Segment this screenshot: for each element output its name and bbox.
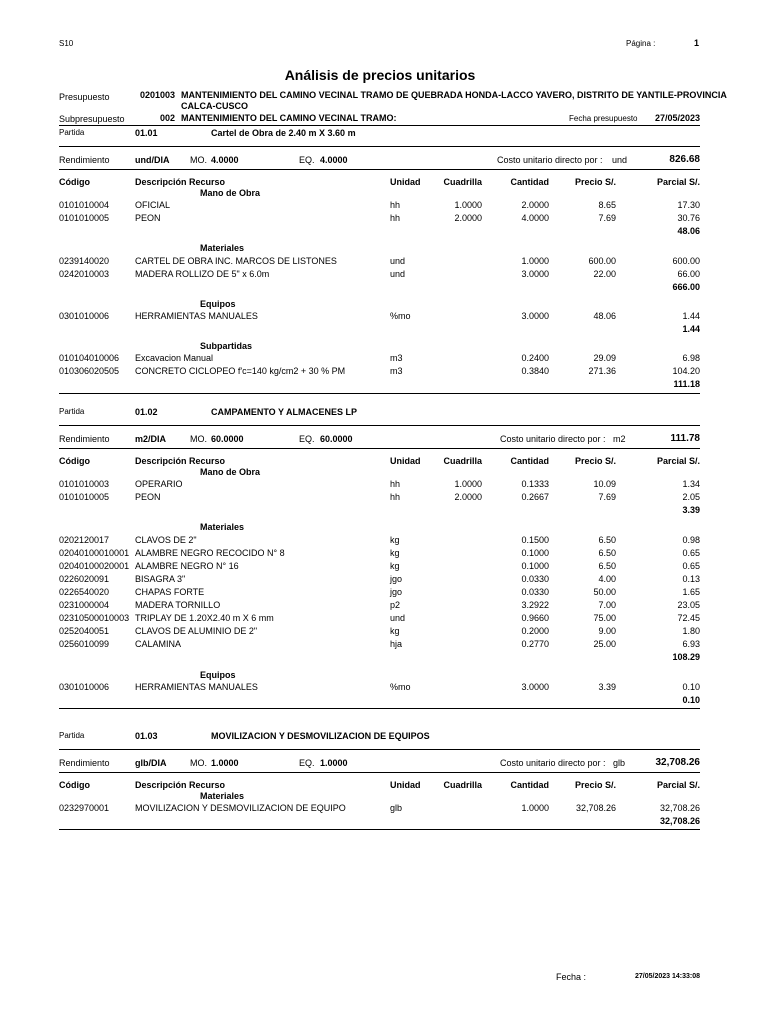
row-cantidad: 3.2922 bbox=[521, 600, 549, 610]
partida-name: MOVILIZACION Y DESMOVILIZACION DE EQUIPOS bbox=[211, 731, 430, 741]
row-precio: 50.00 bbox=[593, 586, 616, 597]
row-descripcion: CALAMINA bbox=[135, 639, 182, 650]
row-precio: 600.00 bbox=[588, 255, 616, 266]
row-precio: 9.00 bbox=[598, 626, 616, 637]
row-descripcion: MADERA ROLLIZO DE 5" x 6.0m bbox=[135, 268, 270, 279]
row-cantidad: 0.1000 bbox=[521, 547, 549, 558]
costo-unit: und bbox=[612, 155, 628, 165]
row-codigo: 02310500010003 bbox=[59, 613, 130, 624]
row-codigo: 02040100010001 bbox=[59, 547, 130, 558]
group-subtotal: 0.10 bbox=[682, 694, 700, 705]
group-subtotal: 108.29 bbox=[672, 652, 700, 663]
group-title: Mano de Obra bbox=[200, 188, 261, 198]
partida-code: 01.03 bbox=[135, 731, 158, 741]
row-precio: 7.69 bbox=[598, 213, 616, 224]
row-precio: 6.50 bbox=[598, 547, 616, 558]
rendimiento-label: Rendimiento bbox=[59, 758, 110, 768]
col-header-cantidad: Cantidad bbox=[510, 177, 549, 187]
row-codigo: 0101010003 bbox=[59, 479, 110, 490]
row-parcial: 600.00 bbox=[672, 255, 700, 266]
row-unidad: kg bbox=[390, 560, 400, 571]
mo-value: 4.0000 bbox=[211, 155, 239, 165]
rendimiento-divider bbox=[59, 772, 700, 773]
row-descripcion: PEON bbox=[135, 213, 161, 224]
row-cantidad: 0.0330 bbox=[521, 573, 549, 584]
col-header-unidad: Unidad bbox=[390, 177, 421, 187]
col-header-unidad: Unidad bbox=[390, 456, 421, 466]
row-codigo: 0226020091 bbox=[59, 573, 110, 584]
row-unidad: hh bbox=[390, 479, 401, 490]
row-codigo: 010104010006 bbox=[59, 353, 120, 364]
presupuesto-desc-line2: CALCA-CUSCO bbox=[181, 101, 248, 111]
group-title: Subpartidas bbox=[200, 341, 253, 352]
row-descripcion: HERRAMIENTAS MANUALES bbox=[135, 310, 258, 321]
row-unidad: jgo bbox=[390, 573, 403, 584]
group-subtotal: 111.18 bbox=[673, 379, 700, 390]
row-unidad: m3 bbox=[390, 353, 403, 364]
row-unidad: jgo bbox=[390, 586, 403, 597]
eq-value: 1.0000 bbox=[320, 758, 348, 768]
group-subtotal: 32,708.26 bbox=[659, 816, 700, 827]
row-codigo: 0301010006 bbox=[59, 310, 110, 321]
row-precio: 32,708.26 bbox=[575, 803, 616, 814]
row-cuadrilla: 1.0000 bbox=[454, 479, 482, 490]
partida-name: Cartel de Obra de 2.40 m X 3.60 m bbox=[211, 128, 356, 138]
row-descripcion: ALAMBRE NEGRO RECOCIDO N° 8 bbox=[135, 547, 285, 558]
header-divider bbox=[59, 125, 700, 126]
row-precio: 10.09 bbox=[593, 479, 616, 490]
row-cantidad: 0.1333 bbox=[521, 479, 549, 490]
fecha-presupuesto: 27/05/2023 bbox=[654, 113, 700, 123]
row-cantidad: 0.9660 bbox=[521, 613, 549, 624]
costo-total: 32,708.26 bbox=[655, 757, 700, 768]
row-parcial: 0.98 bbox=[682, 534, 700, 545]
row-parcial: 32,708.26 bbox=[659, 803, 700, 814]
row-parcial: 0.65 bbox=[682, 547, 700, 558]
mo-value: 1.0000 bbox=[211, 758, 239, 768]
rendimiento-divider bbox=[59, 169, 700, 170]
row-cantidad: 4.0000 bbox=[521, 213, 549, 224]
col-header-unidad: Unidad bbox=[390, 780, 421, 790]
row-descripcion: MADERA TORNILLO bbox=[135, 600, 221, 610]
partida-divider bbox=[59, 146, 700, 147]
row-cuadrilla: 2.0000 bbox=[454, 492, 482, 503]
row-descripcion: Excavacion Manual bbox=[135, 353, 214, 364]
row-cuadrilla: 2.0000 bbox=[454, 213, 482, 224]
col-header-cuadrilla: Cuadrilla bbox=[443, 456, 482, 466]
row-descripcion: CLAVOS DE ALUMINIO DE 2" bbox=[135, 626, 258, 637]
row-precio: 4.00 bbox=[598, 573, 616, 584]
row-parcial: 1.65 bbox=[682, 586, 700, 597]
row-codigo: 0202120017 bbox=[59, 534, 110, 545]
subpresupuesto-label: Subpresupuesto bbox=[59, 114, 125, 124]
row-parcial: 1.80 bbox=[682, 626, 700, 637]
row-precio: 25.00 bbox=[593, 639, 616, 650]
row-precio: 75.00 bbox=[593, 613, 616, 624]
row-unidad: %mo bbox=[390, 310, 411, 321]
row-cantidad: 0.2000 bbox=[521, 626, 549, 637]
presupuesto-code: 0201003 bbox=[140, 90, 176, 100]
row-cantidad: 0.2400 bbox=[521, 353, 549, 364]
partida-divider bbox=[59, 425, 700, 426]
group-title: Materiales bbox=[200, 522, 245, 533]
partida-label: Partida bbox=[59, 731, 85, 740]
rendimiento-unit: glb/DIA bbox=[135, 758, 167, 768]
rendimiento-divider bbox=[59, 448, 700, 449]
report-code: S10 bbox=[59, 39, 74, 48]
row-unidad: und bbox=[390, 613, 406, 624]
col-header-codigo: Código bbox=[59, 780, 90, 790]
row-cantidad: 3.0000 bbox=[521, 681, 549, 692]
row-descripcion: ALAMBRE NEGRO N° 16 bbox=[135, 560, 239, 571]
row-unidad: kg bbox=[390, 547, 400, 558]
fecha-presupuesto-label: Fecha presupuesto bbox=[569, 114, 638, 123]
group-subtotal: 3.39 bbox=[682, 505, 700, 516]
col-header-precio: Precio S/. bbox=[574, 177, 616, 187]
rendimiento-unit: und/DIA bbox=[135, 155, 170, 165]
presupuesto-desc-line1: MANTENIMIENTO DEL CAMINO VECINAL TRAMO DE QUEBRADA HONDA-LACCO YAVERO, DISTRITO DE YANTILE-PROVINCIA bbox=[181, 90, 727, 100]
col-header-cuadrilla: Cuadrilla bbox=[443, 177, 482, 187]
row-unidad: %mo bbox=[390, 681, 411, 692]
row-parcial: 23.05 bbox=[677, 600, 700, 610]
partida-code: 01.01 bbox=[135, 128, 158, 138]
row-unidad: hh bbox=[390, 492, 401, 503]
row-codigo: 010306020505 bbox=[59, 366, 120, 377]
page-number: 1 bbox=[694, 38, 700, 48]
rendimiento-label: Rendimiento bbox=[59, 434, 110, 444]
costo-unit: m2 bbox=[613, 434, 626, 444]
row-codigo: 0101010004 bbox=[59, 200, 110, 211]
col-header-parcial: Parcial S/. bbox=[656, 177, 700, 187]
eq-label: EQ. bbox=[299, 758, 315, 768]
row-descripcion: TRIPLAY DE 1.20X2.40 m X 6 mm bbox=[135, 613, 274, 624]
footer-date-label: Fecha : bbox=[556, 972, 587, 982]
row-parcial: 17.30 bbox=[677, 200, 700, 211]
row-codigo: 0232970001 bbox=[59, 803, 110, 814]
row-cantidad: 0.2770 bbox=[521, 639, 549, 650]
col-header-precio: Precio S/. bbox=[574, 456, 616, 466]
costo-label: Costo unitario directo por : bbox=[500, 758, 606, 768]
partida-code: 01.02 bbox=[135, 407, 158, 417]
row-parcial: 2.05 bbox=[682, 492, 700, 503]
costo-label: Costo unitario directo por : bbox=[497, 155, 603, 165]
row-descripcion: CHAPAS FORTE bbox=[135, 586, 205, 597]
row-parcial: 6.98 bbox=[682, 353, 700, 364]
row-descripcion: CLAVOS DE 2" bbox=[135, 534, 197, 545]
col-header-parcial: Parcial S/. bbox=[656, 456, 700, 466]
partida-divider bbox=[59, 749, 700, 750]
presupuesto-label: Presupuesto bbox=[59, 92, 110, 102]
costo-total: 826.68 bbox=[669, 154, 700, 165]
row-unidad: m3 bbox=[390, 366, 403, 377]
row-precio: 6.50 bbox=[598, 534, 616, 545]
row-parcial: 104.20 bbox=[672, 366, 700, 377]
row-cantidad: 2.0000 bbox=[521, 200, 549, 211]
partida-end-divider bbox=[59, 393, 700, 394]
row-parcial: 1.44 bbox=[682, 310, 700, 321]
col-header-precio: Precio S/. bbox=[574, 780, 616, 790]
row-cantidad: 0.2667 bbox=[521, 492, 549, 503]
col-header-cuadrilla: Cuadrilla bbox=[443, 780, 482, 790]
col-header-descripcion: Descripción Recurso bbox=[135, 177, 226, 187]
row-codigo: 0101010005 bbox=[59, 213, 110, 224]
row-precio: 271.36 bbox=[588, 366, 616, 377]
page-title: Análisis de precios unitarios bbox=[284, 67, 476, 83]
col-header-codigo: Código bbox=[59, 456, 90, 466]
group-subtotal: 1.44 bbox=[682, 324, 700, 334]
costo-label: Costo unitario directo por : bbox=[500, 434, 606, 444]
group-subtotal: 48.06 bbox=[677, 226, 700, 237]
row-cantidad: 1.0000 bbox=[521, 255, 549, 266]
row-codigo: 0101010005 bbox=[59, 492, 110, 503]
col-header-descripcion: Descripción Recurso bbox=[135, 780, 226, 790]
row-descripcion: BISAGRA 3" bbox=[135, 573, 186, 584]
row-cantidad: 0.3840 bbox=[521, 366, 549, 377]
row-unidad: p2 bbox=[390, 600, 401, 610]
partida-end-divider bbox=[59, 708, 700, 709]
eq-label: EQ. bbox=[299, 155, 315, 165]
col-header-descripcion: Descripción Recurso bbox=[135, 456, 226, 466]
row-descripcion: CARTEL DE OBRA INC. MARCOS DE LISTONES bbox=[135, 255, 337, 266]
row-descripcion: CONCRETO CICLOPEO f'c=140 kg/cm2 + 30 % PM bbox=[135, 366, 346, 377]
row-descripcion: OFICIAL bbox=[135, 200, 171, 211]
mo-label: MO. bbox=[190, 434, 207, 444]
row-codigo: 0226540020 bbox=[59, 586, 110, 597]
row-cantidad: 3.0000 bbox=[521, 310, 549, 321]
row-unidad: glb bbox=[390, 803, 403, 814]
row-unidad: kg bbox=[390, 626, 400, 637]
partida-label: Partida bbox=[59, 407, 85, 416]
costo-unit: glb bbox=[613, 758, 626, 768]
col-header-parcial: Parcial S/. bbox=[656, 780, 700, 790]
partida-label: Partida bbox=[59, 128, 85, 137]
row-precio: 7.00 bbox=[598, 600, 616, 610]
row-parcial: 30.76 bbox=[677, 213, 700, 224]
group-title: Mano de Obra bbox=[200, 467, 261, 477]
row-cantidad: 0.0330 bbox=[521, 586, 549, 597]
eq-value: 60.0000 bbox=[320, 434, 353, 444]
row-precio: 22.00 bbox=[593, 268, 616, 279]
eq-label: EQ. bbox=[299, 434, 315, 444]
row-descripcion: OPERARIO bbox=[135, 479, 183, 490]
costo-total: 111.78 bbox=[670, 433, 700, 444]
mo-value: 60.0000 bbox=[211, 434, 244, 444]
row-codigo: 0252040051 bbox=[59, 626, 110, 637]
row-descripcion: PEON bbox=[135, 492, 161, 503]
row-unidad: und bbox=[390, 255, 406, 266]
row-unidad: hja bbox=[390, 639, 403, 650]
row-parcial: 72.45 bbox=[677, 613, 700, 624]
row-precio: 29.09 bbox=[593, 353, 616, 364]
mo-label: MO. bbox=[190, 155, 207, 165]
eq-value: 4.0000 bbox=[320, 155, 348, 165]
row-codigo: 0301010006 bbox=[59, 681, 110, 692]
group-title: Materiales bbox=[200, 243, 245, 254]
row-parcial: 66.00 bbox=[677, 268, 700, 279]
row-parcial: 1.34 bbox=[682, 479, 700, 490]
row-precio: 3.39 bbox=[598, 681, 616, 692]
row-unidad: kg bbox=[390, 534, 400, 545]
group-title: Equipos bbox=[200, 298, 236, 309]
col-header-cantidad: Cantidad bbox=[510, 456, 549, 466]
row-precio: 48.06 bbox=[593, 310, 616, 321]
footer-date: 27/05/2023 14:33:08 bbox=[635, 973, 700, 980]
row-codigo: 0242010003 bbox=[59, 268, 110, 279]
row-cantidad: 0.1000 bbox=[521, 560, 549, 571]
row-cantidad: 0.1500 bbox=[521, 534, 549, 545]
partida-name: CAMPAMENTO Y ALMACENES LP bbox=[211, 407, 358, 417]
rendimiento-label: Rendimiento bbox=[59, 155, 110, 165]
group-subtotal: 666.00 bbox=[672, 281, 700, 292]
row-codigo: 0231000004 bbox=[59, 600, 110, 610]
page-label: Página : bbox=[626, 39, 656, 48]
row-parcial: 0.10 bbox=[682, 681, 700, 692]
col-header-codigo: Código bbox=[59, 177, 90, 187]
row-codigo: 0256010099 bbox=[59, 639, 110, 650]
rendimiento-unit: m2/DIA bbox=[135, 434, 167, 444]
mo-label: MO. bbox=[190, 758, 207, 768]
row-codigo: 02040100020001 bbox=[59, 560, 130, 571]
row-cantidad: 1.0000 bbox=[521, 803, 549, 814]
row-descripcion: MOVILIZACION Y DESMOVILIZACION DE EQUIPO bbox=[135, 803, 346, 814]
row-unidad: hh bbox=[390, 200, 401, 211]
row-parcial: 6.93 bbox=[682, 639, 700, 650]
row-parcial: 0.13 bbox=[682, 573, 700, 584]
row-precio: 8.65 bbox=[598, 200, 616, 211]
row-parcial: 0.65 bbox=[682, 560, 700, 571]
row-descripcion: HERRAMIENTAS MANUALES bbox=[135, 681, 258, 692]
row-unidad: und bbox=[390, 268, 406, 279]
subpresupuesto-desc: MANTENIMIENTO DEL CAMINO VECINAL TRAMO: bbox=[181, 113, 397, 123]
row-precio: 6.50 bbox=[598, 560, 616, 571]
row-precio: 7.69 bbox=[598, 492, 616, 503]
row-cuadrilla: 1.0000 bbox=[454, 200, 482, 211]
row-unidad: hh bbox=[390, 213, 401, 224]
col-header-cantidad: Cantidad bbox=[510, 780, 549, 790]
subpresupuesto-code: 002 bbox=[160, 113, 176, 123]
group-title: Materiales bbox=[200, 791, 245, 801]
group-title: Equipos bbox=[200, 669, 236, 680]
partida-end-divider bbox=[59, 829, 700, 830]
row-cantidad: 3.0000 bbox=[521, 268, 549, 279]
row-codigo: 0239140020 bbox=[59, 255, 110, 266]
